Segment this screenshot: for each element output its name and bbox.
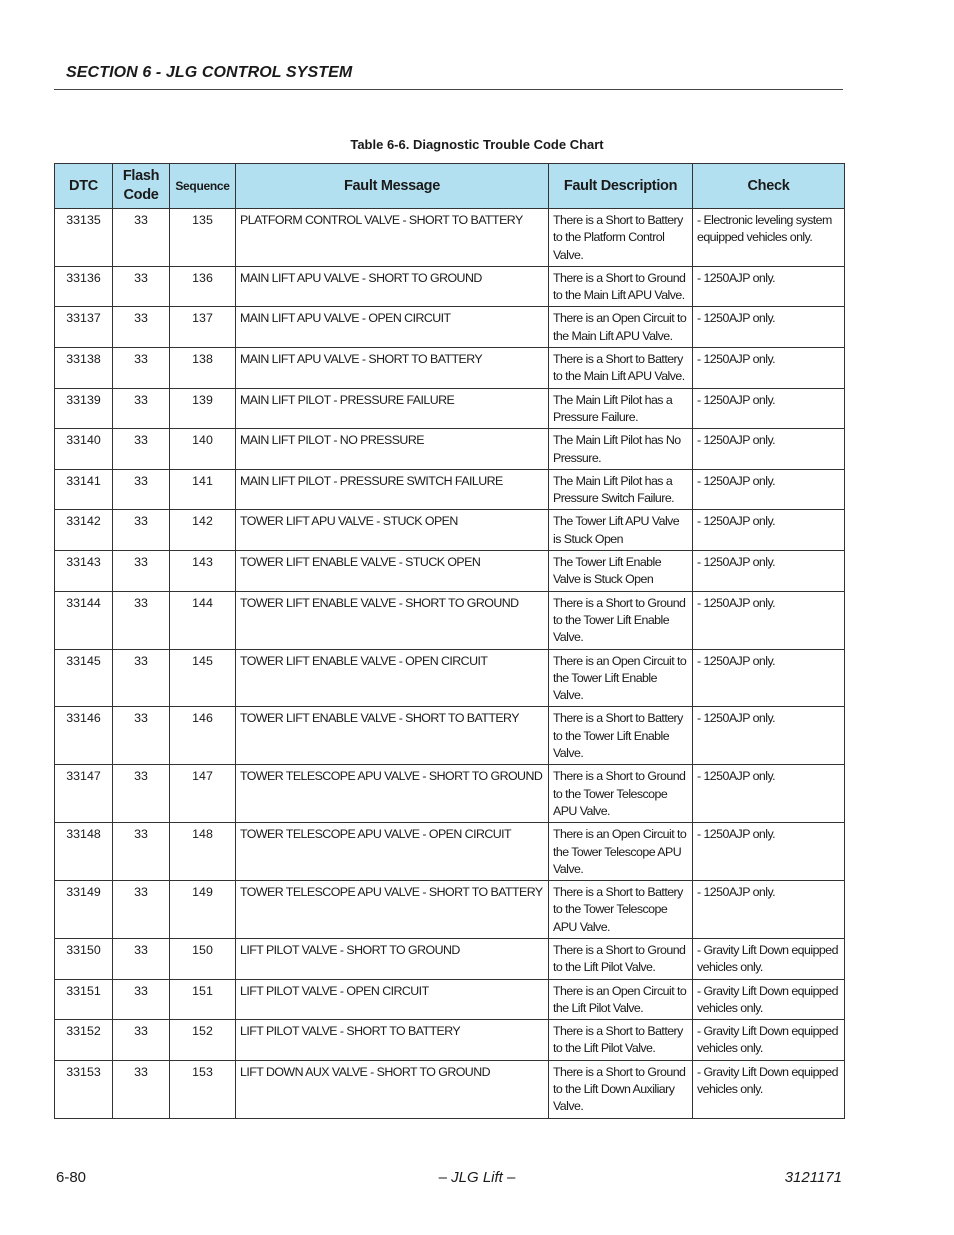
- cell-dtc: 33149: [55, 881, 113, 939]
- cell-sequence: 136: [170, 266, 236, 307]
- table-row: [55, 266, 845, 307]
- cell-check: - Electronic leveling system equipped vehicles only.: [693, 209, 845, 267]
- table-row: [55, 649, 845, 707]
- cell-check: - 1250AJP only.: [693, 551, 845, 592]
- cell-check: - 1250AJP only.: [693, 348, 845, 389]
- cell-dtc: 33144: [55, 591, 113, 649]
- cell-sequence: 142: [170, 510, 236, 551]
- cell-sequence: 146: [170, 707, 236, 765]
- cell-fault-message: TOWER LIFT ENABLE VALVE - STUCK OPEN: [236, 551, 549, 592]
- cell-flash-code: 33: [113, 209, 170, 267]
- cell-flash-code: 33: [113, 979, 170, 1020]
- cell-fault-message: PLATFORM CONTROL VALVE - SHORT TO BATTERY: [236, 209, 549, 267]
- cell-sequence: 148: [170, 823, 236, 881]
- cell-fault-description: There is a Short to Ground to the Main Lift APU Valve.: [549, 266, 693, 307]
- cell-fault-description: There is a Short to Battery to the Lift Pilot Valve.: [549, 1020, 693, 1061]
- cell-check: - 1250AJP only.: [693, 881, 845, 939]
- cell-flash-code: 33: [113, 266, 170, 307]
- cell-check: - Gravity Lift Down equipped vehicles only.: [693, 1060, 845, 1118]
- cell-dtc: 33146: [55, 707, 113, 765]
- cell-check: - 1250AJP only.: [693, 388, 845, 429]
- cell-sequence: 143: [170, 551, 236, 592]
- cell-fault-description: There is a Short to Ground to the Lift Pilot Valve.: [549, 938, 693, 979]
- cell-dtc: 33148: [55, 823, 113, 881]
- cell-flash-code: 33: [113, 938, 170, 979]
- cell-fault-message: MAIN LIFT PILOT - PRESSURE SWITCH FAILURE: [236, 469, 549, 510]
- cell-check: - Gravity Lift Down equipped vehicles only.: [693, 1020, 845, 1061]
- cell-flash-code: 33: [113, 307, 170, 348]
- cell-sequence: 141: [170, 469, 236, 510]
- cell-sequence: 153: [170, 1060, 236, 1118]
- cell-dtc: 33145: [55, 649, 113, 707]
- column-header-dtc: DTC: [55, 164, 113, 209]
- cell-sequence: 147: [170, 765, 236, 823]
- cell-fault-description: There is a Short to Battery to the Platform Control Valve.: [549, 209, 693, 267]
- header-rule: [54, 89, 843, 90]
- cell-fault-message: TOWER TELESCOPE APU VALVE - SHORT TO GROUND: [236, 765, 549, 823]
- cell-check: - 1250AJP only.: [693, 823, 845, 881]
- cell-flash-code: 33: [113, 429, 170, 470]
- cell-check: - 1250AJP only.: [693, 266, 845, 307]
- column-header-sequence: Sequence: [170, 164, 236, 209]
- cell-dtc: 33140: [55, 429, 113, 470]
- cell-fault-message: TOWER LIFT ENABLE VALVE - SHORT TO BATTERY: [236, 707, 549, 765]
- cell-flash-code: 33: [113, 388, 170, 429]
- cell-sequence: 145: [170, 649, 236, 707]
- cell-sequence: 149: [170, 881, 236, 939]
- table-row: [55, 510, 845, 551]
- table-header-row: [55, 164, 845, 209]
- cell-fault-message: TOWER TELESCOPE APU VALVE - SHORT TO BATTERY: [236, 881, 549, 939]
- table-row: [55, 388, 845, 429]
- cell-fault-description: There is a Short to Battery to the Tower Telescope APU Valve.: [549, 881, 693, 939]
- cell-flash-code: 33: [113, 1060, 170, 1118]
- table-row: [55, 979, 845, 1020]
- cell-dtc: 33136: [55, 266, 113, 307]
- cell-dtc: 33139: [55, 388, 113, 429]
- cell-check: - 1250AJP only.: [693, 765, 845, 823]
- table-row: [55, 1060, 845, 1118]
- cell-flash-code: 33: [113, 551, 170, 592]
- cell-dtc: 33142: [55, 510, 113, 551]
- table-row: [55, 881, 845, 939]
- cell-fault-description: There is an Open Circuit to the Lift Pilot Valve.: [549, 979, 693, 1020]
- table-row: [55, 823, 845, 881]
- section-title: SECTION 6 - JLG CONTROL SYSTEM: [66, 64, 353, 81]
- cell-sequence: 152: [170, 1020, 236, 1061]
- table-row: [55, 429, 845, 470]
- cell-fault-message: TOWER LIFT APU VALVE - STUCK OPEN: [236, 510, 549, 551]
- cell-fault-message: LIFT PILOT VALVE - SHORT TO BATTERY: [236, 1020, 549, 1061]
- cell-check: - 1250AJP only.: [693, 469, 845, 510]
- column-header-check: Check: [693, 164, 845, 209]
- table-row: [55, 551, 845, 592]
- cell-fault-message: MAIN LIFT PILOT - PRESSURE FAILURE: [236, 388, 549, 429]
- cell-fault-description: There is a Short to Ground to the Tower Telescope APU Valve.: [549, 765, 693, 823]
- cell-flash-code: 33: [113, 469, 170, 510]
- cell-flash-code: 33: [113, 348, 170, 389]
- cell-dtc: 33135: [55, 209, 113, 267]
- table-row: [55, 348, 845, 389]
- table-row: [55, 707, 845, 765]
- cell-fault-description: There is a Short to Ground to the Lift Down Auxiliary Valve.: [549, 1060, 693, 1118]
- cell-flash-code: 33: [113, 707, 170, 765]
- cell-sequence: 144: [170, 591, 236, 649]
- cell-dtc: 33151: [55, 979, 113, 1020]
- table-caption: Table 6-6. Diagnostic Trouble Code Chart: [350, 137, 604, 152]
- cell-dtc: 33138: [55, 348, 113, 389]
- cell-check: - 1250AJP only.: [693, 429, 845, 470]
- cell-fault-message: MAIN LIFT APU VALVE - OPEN CIRCUIT: [236, 307, 549, 348]
- cell-dtc: 33153: [55, 1060, 113, 1118]
- cell-sequence: 135: [170, 209, 236, 267]
- cell-fault-message: TOWER TELESCOPE APU VALVE - OPEN CIRCUIT: [236, 823, 549, 881]
- table-row: [55, 765, 845, 823]
- table-row: [55, 209, 845, 267]
- cell-sequence: 150: [170, 938, 236, 979]
- cell-flash-code: 33: [113, 1020, 170, 1061]
- cell-dtc: 33152: [55, 1020, 113, 1061]
- cell-check: - 1250AJP only.: [693, 510, 845, 551]
- cell-check: - 1250AJP only.: [693, 707, 845, 765]
- cell-check: - 1250AJP only.: [693, 591, 845, 649]
- cell-fault-message: MAIN LIFT APU VALVE - SHORT TO GROUND: [236, 266, 549, 307]
- cell-fault-message: LIFT PILOT VALVE - OPEN CIRCUIT: [236, 979, 549, 1020]
- cell-dtc: 33141: [55, 469, 113, 510]
- cell-dtc: 33143: [55, 551, 113, 592]
- cell-check: - Gravity Lift Down equipped vehicles only.: [693, 979, 845, 1020]
- cell-fault-description: The Tower Lift APU Valve is Stuck Open: [549, 510, 693, 551]
- cell-dtc: 33147: [55, 765, 113, 823]
- footer-center-text: – JLG Lift –: [438, 1169, 516, 1186]
- column-header-fault-description: Fault Description: [549, 164, 693, 209]
- cell-fault-message: LIFT DOWN AUX VALVE - SHORT TO GROUND: [236, 1060, 549, 1118]
- cell-dtc: 33137: [55, 307, 113, 348]
- cell-sequence: 140: [170, 429, 236, 470]
- page-number: 6-80: [56, 1169, 87, 1186]
- cell-sequence: 139: [170, 388, 236, 429]
- cell-check: - 1250AJP only.: [693, 649, 845, 707]
- table-row: [55, 469, 845, 510]
- table-row: [55, 1020, 845, 1061]
- cell-fault-description: There is a Short to Battery to the Tower Lift Enable Valve.: [549, 707, 693, 765]
- cell-fault-description: The Tower Lift Enable Valve is Stuck Open: [549, 551, 693, 592]
- table-row: [55, 307, 845, 348]
- cell-check: - 1250AJP only.: [693, 307, 845, 348]
- cell-flash-code: 33: [113, 823, 170, 881]
- cell-fault-description: There is a Short to Battery to the Main Lift APU Valve.: [549, 348, 693, 389]
- cell-fault-message: TOWER LIFT ENABLE VALVE - SHORT TO GROUND: [236, 591, 549, 649]
- cell-flash-code: 33: [113, 510, 170, 551]
- cell-flash-code: 33: [113, 591, 170, 649]
- cell-fault-message: TOWER LIFT ENABLE VALVE - OPEN CIRCUIT: [236, 649, 549, 707]
- table-row: [55, 938, 845, 979]
- cell-flash-code: 33: [113, 881, 170, 939]
- cell-fault-description: The Main Lift Pilot has a Pressure Failure.: [549, 388, 693, 429]
- cell-fault-message: LIFT PILOT VALVE - SHORT TO GROUND: [236, 938, 549, 979]
- column-header-flash-code: Flash Code: [113, 164, 170, 209]
- cell-fault-message: MAIN LIFT PILOT - NO PRESSURE: [236, 429, 549, 470]
- cell-dtc: 33150: [55, 938, 113, 979]
- cell-sequence: 138: [170, 348, 236, 389]
- cell-fault-description: The Main Lift Pilot has No Pressure.: [549, 429, 693, 470]
- cell-flash-code: 33: [113, 649, 170, 707]
- cell-flash-code: 33: [113, 765, 170, 823]
- cell-fault-message: MAIN LIFT APU VALVE - SHORT TO BATTERY: [236, 348, 549, 389]
- cell-fault-description: The Main Lift Pilot has a Pressure Switch Failure.: [549, 469, 693, 510]
- cell-check: - Gravity Lift Down equipped vehicles only.: [693, 938, 845, 979]
- cell-sequence: 151: [170, 979, 236, 1020]
- cell-sequence: 137: [170, 307, 236, 348]
- cell-fault-description: There is a Short to Ground to the Tower Lift Enable Valve.: [549, 591, 693, 649]
- column-header-fault-message: Fault Message: [236, 164, 549, 209]
- cell-fault-description: There is an Open Circuit to the Tower Telescope APU Valve.: [549, 823, 693, 881]
- document-number: 3121171: [784, 1169, 842, 1186]
- cell-fault-description: There is an Open Circuit to the Tower Lift Enable Valve.: [549, 649, 693, 707]
- dtc-table: [54, 163, 845, 1119]
- table-row: [55, 591, 845, 649]
- table-body: [55, 209, 845, 1119]
- cell-fault-description: There is an Open Circuit to the Main Lift APU Valve.: [549, 307, 693, 348]
